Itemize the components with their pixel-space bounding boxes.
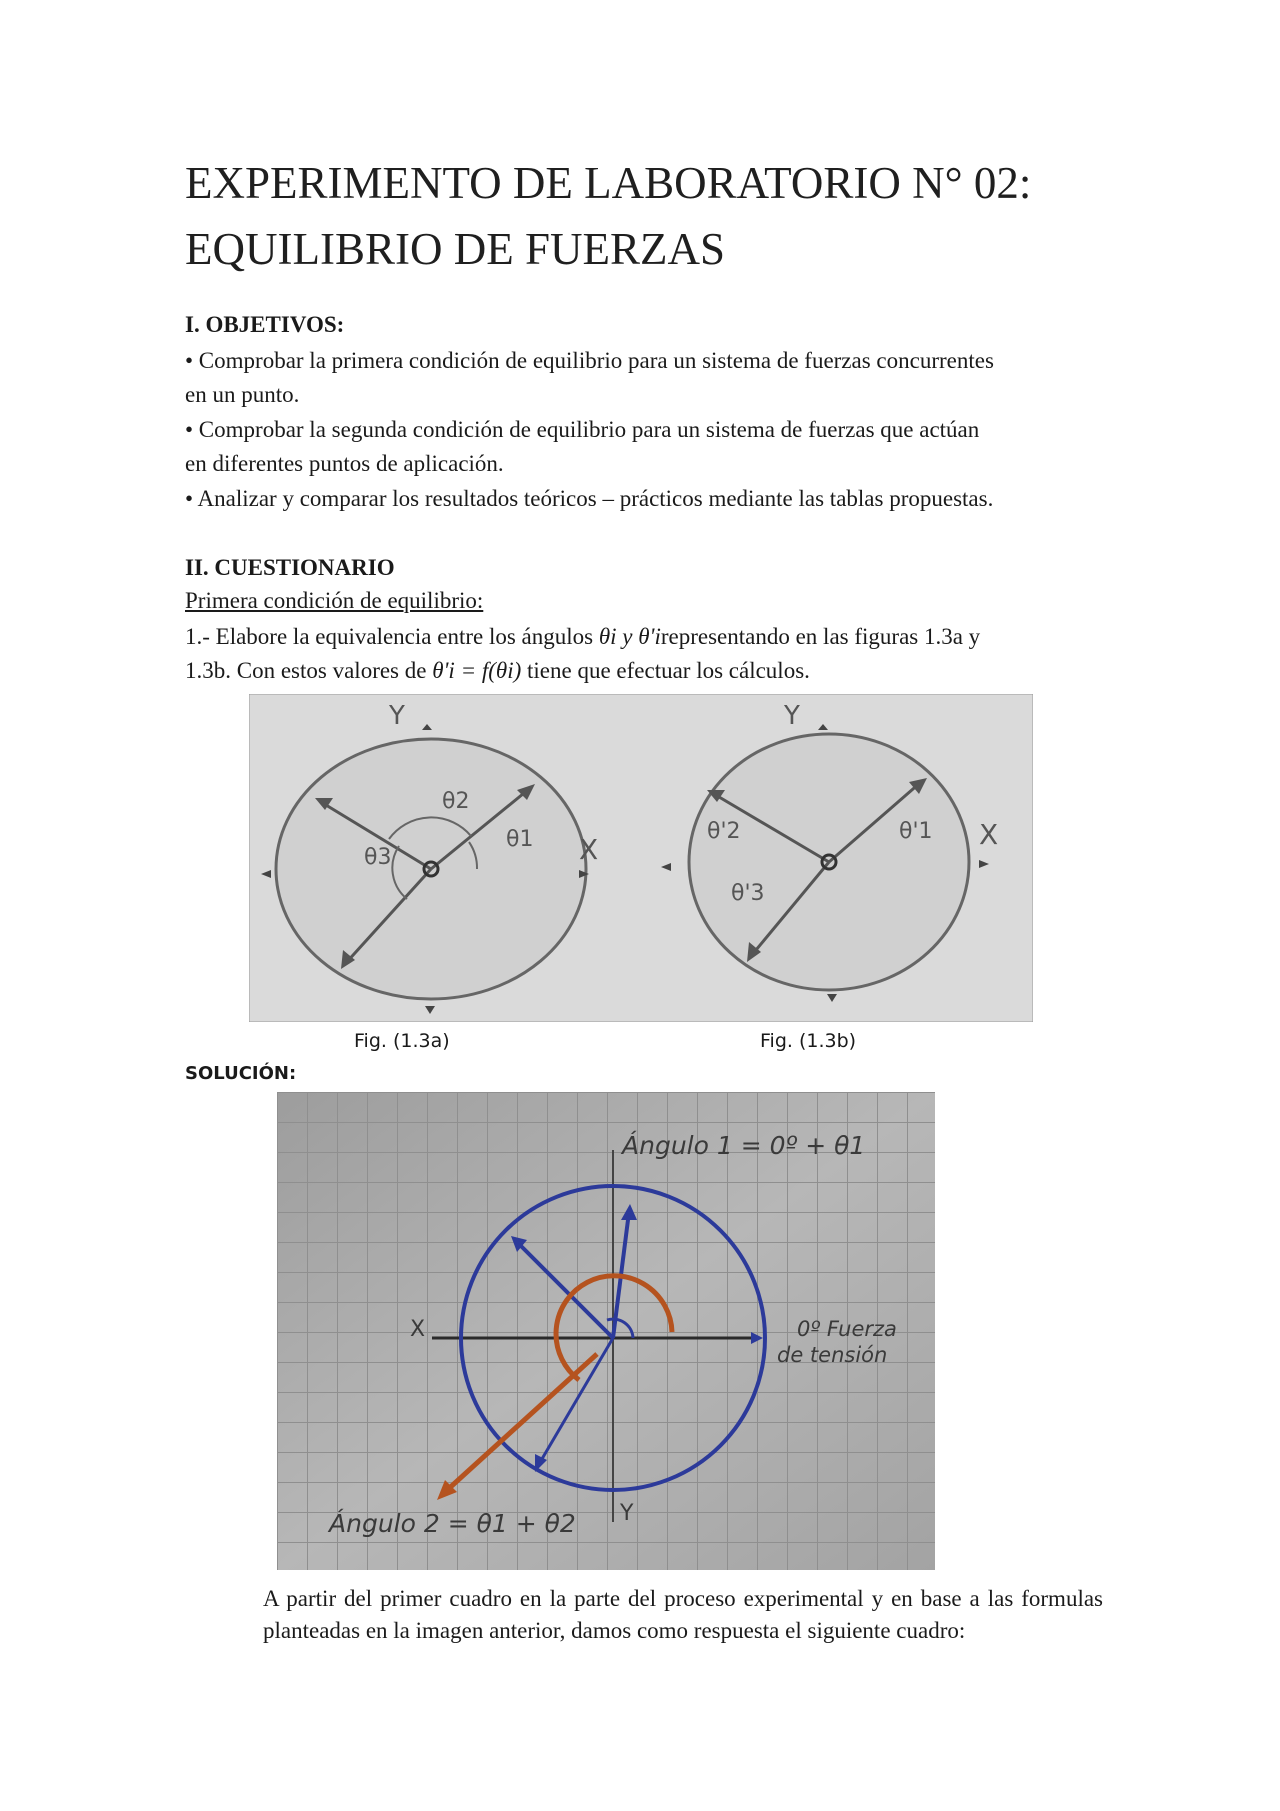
fig-a-theta-3: θ3 [364, 845, 392, 870]
fig-a-theta-1: θ1 [506, 827, 534, 852]
photo-fuerza-line-1: 0º Fuerza [797, 1317, 897, 1341]
solution-photo [277, 1092, 935, 1570]
caption-fig-a: Fig. (1.3a) [354, 1030, 450, 1052]
q1-math-angles: θi y θ'i [598, 624, 661, 649]
objetivos-heading: I. OBJETIVOS: [185, 312, 345, 337]
solution-paragraph: A partir del primer cuadro en la parte del proceso experimental y en base a las formulas planteadas en la imagen anterior, damos como respuesta el siguiente cuadro: [263, 1586, 1103, 1643]
objetivo-3 [185, 482, 1105, 516]
solucion-label: SOLUCIÓN: [185, 1063, 297, 1084]
title-line-1: EXPERIMENTO DE LABORATORIO N° 02: [185, 158, 1032, 208]
q1-text-3: 1.3b. Con estos valores de [185, 658, 427, 683]
fig-a-y-label: Y [389, 701, 405, 731]
photo-angle-2-label: Ángulo 2 = θ1 + θ2 [329, 1509, 576, 1538]
objetivo-2-line-2: en diferentes puntos de aplicación. [185, 451, 504, 476]
objetivo-2-line-1: • Comprobar la segunda condición de equilibrio para un sistema de fuerzas que actúan [185, 417, 980, 442]
caption-fig-b: Fig. (1.3b) [760, 1030, 857, 1052]
q1-text-2: representando en las figuras 1.3a y [660, 624, 981, 649]
photo-x-label: X [410, 1317, 426, 1342]
page-title [185, 150, 1145, 282]
subheading-primera-condicion: Primera condición de equilibrio: [185, 588, 484, 613]
fig-b-theta-2: θ'2 [707, 819, 741, 844]
photo-angle-1-label: Ángulo 1 = 0º + θ1 [622, 1131, 866, 1160]
objetivo-3-line-1: • Analizar y comparar los resultados teóricos – prácticos mediante las tablas propuestas. [185, 486, 994, 511]
objetivo-1 [185, 344, 1105, 412]
fig-b-theta-3: θ'3 [731, 881, 765, 906]
fig-a-theta-2: θ2 [442, 789, 470, 814]
q1-math-function: θ'i = f(θi) [432, 658, 522, 683]
fig-b-x-label: X [979, 818, 999, 851]
q1-text-4: tiene que efectuar los cálculos. [527, 658, 810, 683]
objetivo-2 [185, 413, 1105, 481]
cuestionario-heading: II. CUESTIONARIO [185, 555, 395, 580]
title-line-2: EQUILIBRIO DE FUERZAS [185, 224, 725, 274]
objetivo-1-line-2: en un punto. [185, 382, 300, 407]
q1-text-1: 1.- Elabore la equivalencia entre los ángulos [185, 624, 594, 649]
photo-fuerza-line-2: de tensión [777, 1343, 888, 1367]
question-1 [185, 620, 1105, 688]
fig-a-x-label: X [579, 833, 599, 866]
objetivo-1-line-1: • Comprobar la primera condición de equilibrio para un sistema de fuerzas concurrentes [185, 348, 994, 373]
fig-b-theta-1: θ'1 [899, 819, 933, 844]
figure-1-3-scan [249, 694, 1033, 1022]
fig-b-y-label: Y [784, 701, 800, 731]
photo-y-label: Y [620, 1501, 634, 1526]
